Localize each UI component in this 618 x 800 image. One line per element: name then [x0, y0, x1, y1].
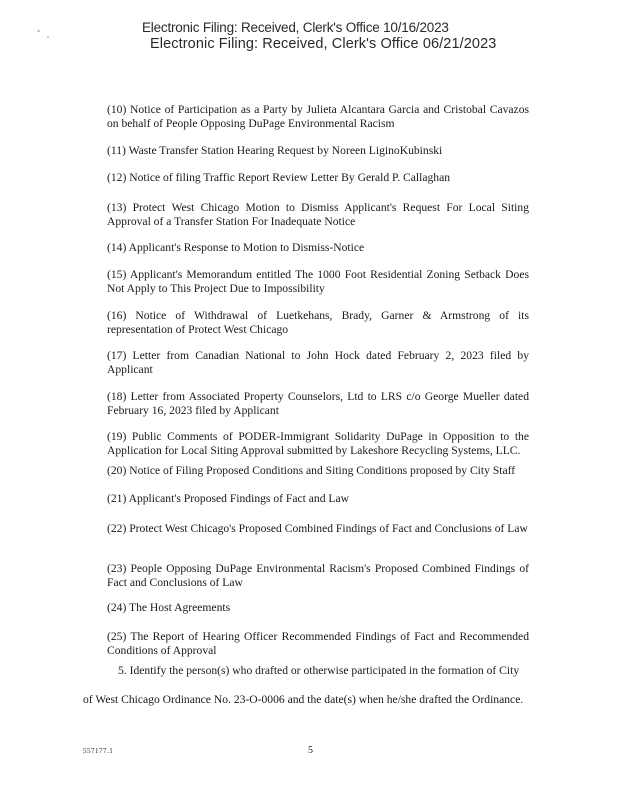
question-paragraph-line-1: 5. Identify the person(s) who drafted or otherwise participated in the formation of City [118, 664, 520, 677]
list-item: (14) Applicant's Response to Motion to Dismiss-Notice [107, 241, 365, 254]
filing-stamp-2: Electronic Filing: Received, Clerk's Office 06/21/2023 [150, 36, 497, 52]
list-item: (22) Protect West Chicago's Proposed Combined Findings of Fact and Conclusions of Law [107, 522, 528, 535]
list-item: (25) The Report of Hearing Officer Recommended Findings of Fact and Recommended Conditions of Approval [107, 630, 529, 657]
list-item: (24) The Host Agreements [107, 601, 231, 614]
list-item: (10) Notice of Participation as a Party by Julieta Alcantara Garcia and Cristobal Cavazos on behalf of People Opposing DuPage Environmental Racism [107, 103, 529, 130]
list-item: (20) Notice of Filing Proposed Conditions and Siting Conditions proposed by City Staff [107, 464, 516, 477]
list-item: (16) Notice of Withdrawal of Luetkehans, Brady, Garner & Armstrong of its representation of Protect West Chicago [107, 309, 529, 336]
list-item: (11) Waste Transfer Station Hearing Request by Noreen LiginoKubinski [107, 144, 443, 157]
list-item: (21) Applicant's Proposed Findings of Fact and Law [107, 492, 349, 505]
filing-stamp-1: Electronic Filing: Received, Clerk's Office 10/16/2023 [142, 20, 449, 35]
list-item: (19) Public Comments of PODER-Immigrant Solidarity DuPage in Opposition to the Application for Local Siting Approval submitted by Lakeshore Recycling Systems, LLC. [107, 430, 529, 457]
document-id: 557177.1 [83, 747, 114, 755]
list-item: (23) People Opposing DuPage Environmental Racism's Proposed Combined Findings of Fact and Conclusions of Law [107, 562, 529, 589]
question-paragraph-line-2: of West Chicago Ordinance No. 23-O-0006 and the date(s) when he/she drafted the Ordinance. [83, 693, 524, 706]
list-item: (12) Notice of filing Traffic Report Review Letter By Gerald P. Callaghan [107, 171, 451, 184]
page-number: 5 [308, 745, 313, 756]
list-item: (17) Letter from Canadian National to John Hock dated February 2, 2023 filed by Applicant [107, 349, 529, 376]
list-item: (15) Applicant's Memorandum entitled The 1000 Foot Residential Zoning Setback Does Not Apply to This Project Due to Impossibility [107, 268, 529, 295]
scan-speck [47, 36, 49, 38]
scan-speck [37, 30, 40, 32]
list-item: (18) Letter from Associated Property Counselors, Ltd to LRS c/o George Mueller dated February 16, 2023 filed by Applicant [107, 390, 529, 417]
list-item: (13) Protect West Chicago Motion to Dismiss Applicant's Request For Local Siting Approval of a Transfer Station For Inadequate Notice [107, 201, 529, 228]
